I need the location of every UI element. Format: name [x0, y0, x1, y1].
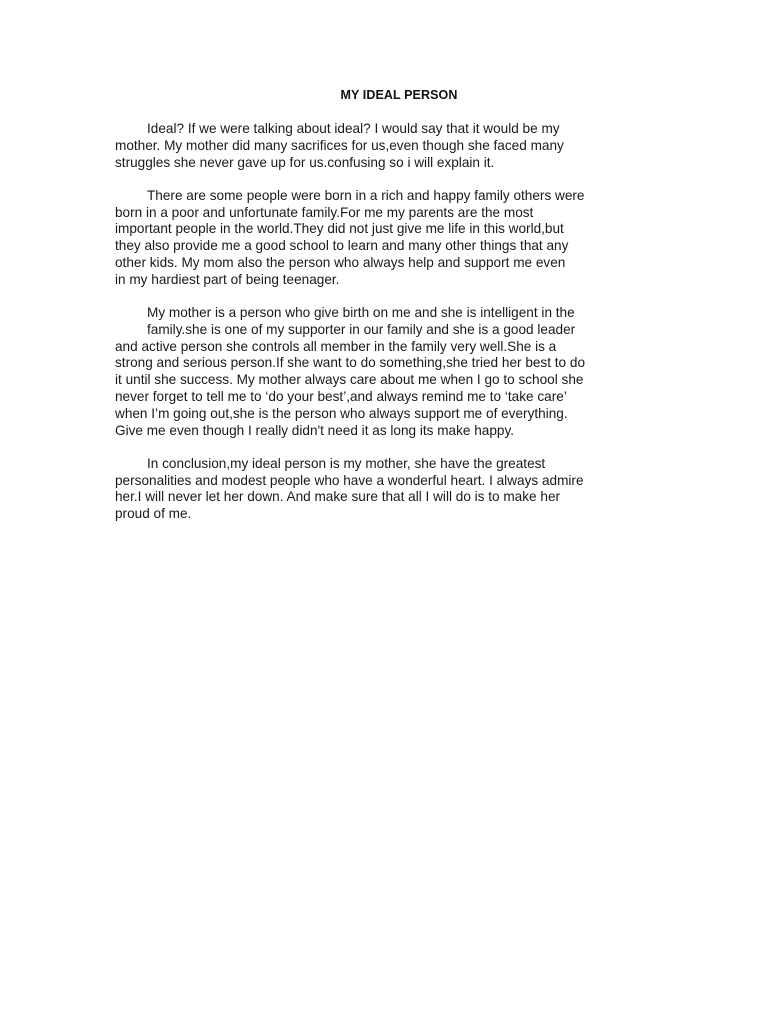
text-line: There are some people were born in a rich and happy family others were [147, 187, 585, 203]
text-line: proud of me. [115, 506, 192, 522]
paragraph-2 [115, 188, 655, 289]
text-line: they also provide me a good school to learn and many other things that any [115, 238, 569, 254]
text-line: important people in the world.They did not just give me life in this world,but [115, 221, 564, 237]
text-line: struggles she never gave up for us.confusing so i will explain it. [115, 154, 495, 170]
text-line: Give me even though I really didn't need it as long its make happy. [115, 422, 515, 438]
text-line: never forget to tell me to ‘do your best’,and always remind me to ‘take care’ [115, 388, 567, 404]
text-line: when I’m going out,she is the person who always support me of everything. [115, 405, 568, 421]
paragraph-1 [115, 121, 655, 171]
text-line: in my hardiest part of being teenager. [115, 271, 340, 287]
page-title: MY IDEAL PERSON [340, 88, 458, 102]
text-line: strong and serious person.If she want to do something,she tried her best to do [115, 355, 586, 371]
essay-body [115, 121, 655, 539]
text-line: mother. My mother did many sacrifices for us,even though she faced many [115, 137, 564, 153]
text-line: Ideal? If we were talking about ideal? I would say that it would be my [147, 121, 560, 136]
paragraph-4 [115, 456, 655, 523]
text-line: it until she success. My mother always care about me when I go to school she [115, 372, 584, 388]
text-line: born in a poor and unfortunate family.For me my parents are the most [115, 204, 534, 220]
text-line: her.I will never let her down. And make sure that all I will do is to make her [115, 489, 561, 505]
text-line: My mother is a person who give birth on me and she is intelligent in the [147, 304, 575, 320]
text-line: personalities and modest people who have a wonderful heart. I always admire [115, 472, 584, 488]
text-line: and active person she controls all member in the family very well.She is a [115, 338, 557, 354]
text-line: family.she is one of my supporter in our family and she is a good leader [147, 321, 576, 337]
paragraph-3 [115, 305, 655, 439]
text-line: In conclusion,my ideal person is my mother, she have the greatest [147, 455, 546, 471]
text-line: other kids. My mom also the person who always help and support me even [115, 254, 566, 270]
